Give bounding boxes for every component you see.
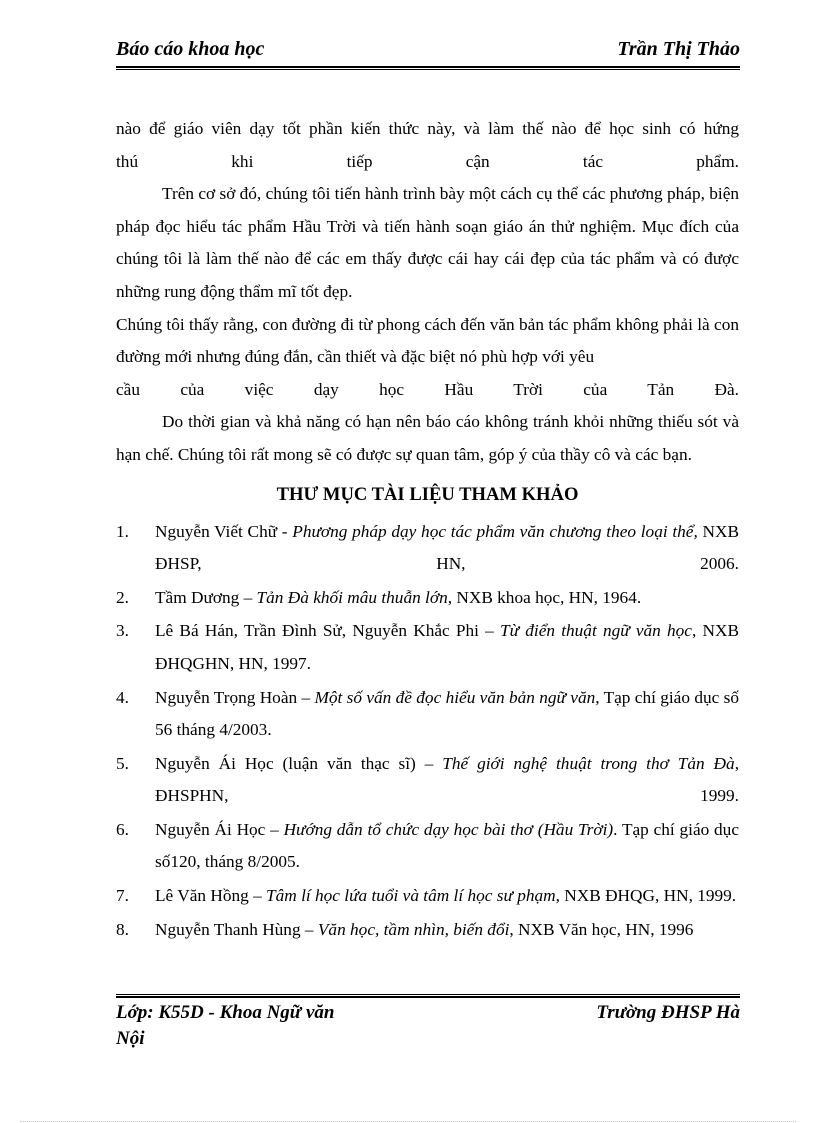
- reference-number: 5.: [116, 753, 129, 773]
- reference-title: Từ điển thuật ngữ văn học: [500, 621, 692, 641]
- reference-title: Phương pháp dạy học tác phẩm văn chương theo loại thể,: [292, 521, 698, 541]
- reference-number: 6.: [116, 819, 129, 839]
- reference-details: , NXB ĐHQG, HN, 1999.: [555, 886, 737, 906]
- footer-school: Trường ĐHSP Hà: [596, 1002, 740, 1023]
- reference-item: [116, 582, 739, 615]
- reference-number: 8.: [116, 919, 129, 939]
- reference-title: Tâm lí học lứa tuổi và tâm lí học sư phạm: [266, 886, 556, 906]
- header-author: Trần Thị Thảo: [617, 38, 740, 60]
- paragraph-3-last-line: cầu của việc dạy học Hầu Trời của Tản Đà.: [116, 379, 739, 399]
- footer-rule: [116, 994, 740, 998]
- reference-details: . Tạp chí giáo dục số120, tháng 8/2005.: [155, 819, 739, 872]
- footer-class-info: Lớp: K55D - Khoa Ngữ văn Nội: [116, 1002, 335, 1049]
- paragraph-3: Chúng tôi thấy rằng, con đường đi từ phong cách đến văn bản tác phẩm không phải là con đường mới nhưng đúng đắn, cần thiết và đặc biệt nó phù hợp với yêu: [116, 314, 739, 367]
- page-header: [116, 38, 740, 64]
- reference-item: [116, 914, 739, 947]
- reference-item: [116, 516, 739, 581]
- reference-details: , Tạp chí giáo dục số 56 tháng 4/2003.: [155, 687, 739, 740]
- reference-author: Nguyễn Thanh Hùng –: [155, 919, 318, 939]
- reference-author: Nguyễn Trọng Hoàn –: [155, 687, 315, 707]
- reference-item: [116, 748, 739, 813]
- reference-title: Hướng dẫn tổ chức dạy học bài thơ (Hầu Trời): [283, 819, 614, 839]
- reference-title: Thế giới nghệ thuật trong thơ Tản Đà: [442, 753, 735, 773]
- reference-details: NXB ĐHSP, HN, 2006.: [155, 521, 739, 574]
- paragraph-1-line-1: nào để giáo viên dạy tốt phần kiến thức này, và làm thế nào để học sinh có hứng: [116, 119, 739, 138]
- paragraph-2: Trên cơ sở đó, chúng tôi tiến hành trình bày một cách cụ thể các phương pháp, biện pháp đọc hiểu tác phẩm Hầu Trời và tiến hành soạn giáo án thử nghiệm. Mục đích của chúng tôi là làm thế nào để các em thấy được cái hay cái đẹp của tác phẩm và có được những rung động thẩm mĩ tốt đẹp.: [116, 184, 740, 301]
- reference-author: Nguyễn Ái Học (luận văn thạc sĩ) –: [155, 753, 443, 773]
- reference-number: 2.: [116, 587, 129, 607]
- reference-details: , ĐHSPHN, 1999.: [155, 753, 740, 806]
- reference-title: Một số vấn đề đọc hiểu văn bản ngữ văn: [314, 687, 596, 707]
- reference-author: Lê Văn Hồng –: [155, 886, 267, 906]
- reference-details: , NXB ĐHQGHN, HN, 1997.: [155, 621, 739, 673]
- reference-item: [116, 880, 739, 913]
- document-body: [116, 113, 739, 947]
- paragraph-4: Do thời gian và khả năng có hạn nên báo cáo không tránh khỏi những thiếu sót và hạn chế. Chúng tôi rất mong sẽ có được sự quan tâm, góp ý của thầy cô và các bạn.: [116, 412, 739, 464]
- reference-author: Nguyễn Ái Học –: [155, 819, 284, 839]
- reference-item: [116, 615, 739, 680]
- reference-item: [116, 814, 739, 879]
- reference-author: Nguyễn Viết Chữ -: [155, 521, 293, 541]
- reference-number: 4.: [116, 687, 129, 707]
- reference-item: [116, 682, 739, 747]
- reference-details: , NXB khoa học, HN, 1964.: [447, 587, 642, 607]
- paragraph-1-line-2: thú khi tiếp cận tác phẩm.: [116, 151, 739, 171]
- reference-details: , NXB Văn học, HN, 1996: [509, 919, 694, 939]
- header-rule: [116, 66, 740, 70]
- reference-title: Văn học, tầm nhìn, biến đổi: [317, 919, 510, 939]
- reference-title: Tản Đà khối mâu thuẫn lớn: [256, 587, 448, 607]
- references-list: [116, 516, 739, 947]
- references-title: THƯ MỤC TÀI LIỆU THAM KHẢO: [276, 483, 579, 505]
- reference-number: 1.: [116, 521, 129, 541]
- page-bottom-dotted-line: [20, 1121, 796, 1122]
- reference-number: 3.: [116, 621, 129, 641]
- reference-author: Tầm Dương –: [155, 587, 257, 607]
- reference-author: Lê Bá Hán, Trần Đình Sử, Nguyễn Khắc Phi –: [155, 621, 501, 641]
- header-left-title: Báo cáo khoa học: [116, 38, 265, 60]
- reference-number: 7.: [116, 886, 129, 906]
